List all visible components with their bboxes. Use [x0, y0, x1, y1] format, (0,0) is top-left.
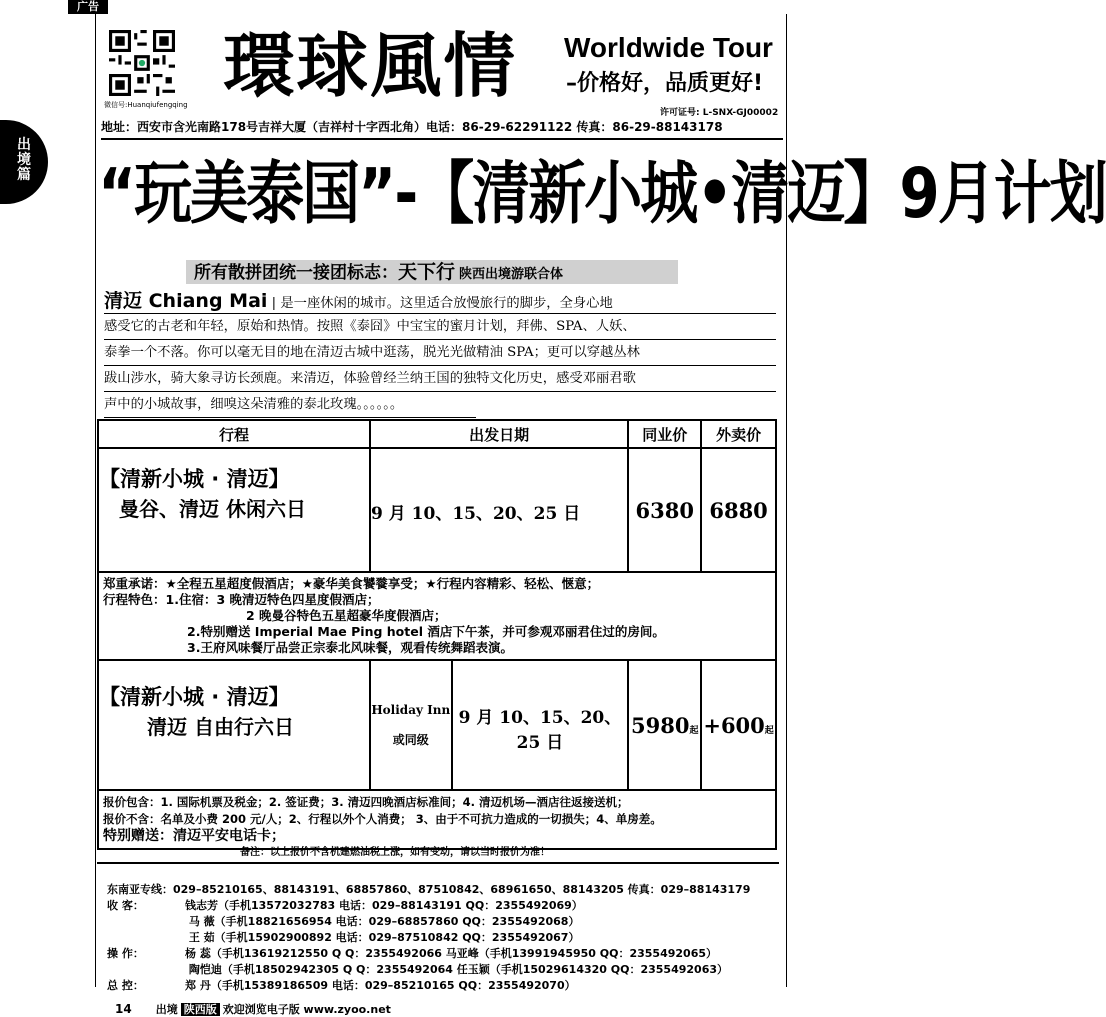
col-header-itinerary: 行程 — [98, 420, 370, 448]
product1-title: 【清新小城 · 清迈】 — [99, 467, 290, 491]
contact-text: 王 茹（手机15902900892 电话：029–87510842 QQ：2355492067） — [185, 931, 580, 944]
product2-title: 【清新小城 · 清迈】 — [99, 685, 290, 709]
pricing-table — [97, 419, 777, 850]
contact-text: 郑 丹（手机15389186509 电话：029–85210165 QQ：2355492070） — [185, 979, 576, 992]
table-row — [98, 790, 776, 849]
product2-dates-line: 9 月 10、15、20、 — [458, 708, 622, 728]
intro-line: 泰拳一个不落。你可以毫无目的地在清迈古城中逛荡，脱光光做精油 SPA；更可以穿越丛林 — [104, 340, 776, 366]
contact-label: 东南亚专线： — [107, 883, 173, 896]
product1-cell — [98, 448, 370, 572]
table-row — [98, 572, 776, 660]
page-footer — [115, 1001, 391, 1017]
feature-line: 行程特色：1.住宿：3 晚清迈特色四星度假酒店； — [103, 592, 380, 607]
page-number: 14 — [115, 1002, 132, 1016]
section-tab-char: 境 — [17, 152, 31, 168]
product1-trade-price: 6380 — [628, 448, 701, 572]
brand-name-cn: 環球風情 — [223, 25, 517, 107]
intro-line: 跋山涉水，骑大象寻访长颈鹿。来清迈，体验曾经兰纳王国的独特文化历史，感受邓丽君歌 — [104, 366, 776, 392]
product1-dates: 9 月 10、15、20、25 日 — [370, 448, 628, 572]
intro-paragraph — [104, 288, 776, 418]
section-tab-char: 出 — [17, 137, 31, 153]
contact-row — [107, 882, 779, 898]
banner-text: 所有散拼团统一接团标志： — [194, 263, 398, 283]
contact-label: 收 客： — [107, 899, 144, 912]
banner-org: 陕西出境游联合体 — [459, 267, 564, 282]
contact-text: 钱志芳（手机13572032783 电话：029–88143191 QQ：2355492069） — [185, 899, 583, 912]
price-note: 备注：以上报价不含机建燃油税上涨，如有变动，请以当时报价为准！ — [240, 847, 550, 858]
col-header-retail-price: 外卖价 — [701, 420, 776, 448]
brand-name-en: Worldwide Tour — [564, 32, 773, 63]
table-row — [98, 448, 776, 572]
product2-hotel-alt: 或同级 — [392, 733, 429, 747]
product1-retail-price: 6880 — [701, 448, 776, 572]
features-cell — [98, 572, 776, 660]
banner-brand: 天下行 — [398, 261, 456, 283]
contact-label: 操 作： — [107, 947, 144, 960]
address-line: 地址：西安市含光南路178号吉祥大厦（吉祥村十字西北角）电话：86-29-62291122 传真：86-29-88143178 — [101, 118, 783, 140]
table-header-row — [98, 420, 776, 448]
contact-text: 陶恺迪（手机18502942305 Q Q：2355492064 任玉颖（手机15029614320 QQ：2355492063） — [185, 963, 729, 976]
product2-retail-price: +600 — [703, 712, 765, 738]
feature-line: 2.特别赠送 Imperial Mae Ping hotel 酒店下午茶，并可参观邓丽君住过的房间。 — [187, 624, 665, 639]
feature-line: 郑重承诺：★全程五星超度假酒店；★豪华美食饕餮享受；★行程内容精彩、轻松、惬意； — [103, 576, 600, 591]
product2-trade-price-cell — [628, 660, 701, 790]
col-header-date: 出发日期 — [370, 420, 628, 448]
product2-dates-line: 25 日 — [516, 733, 564, 753]
product2-dates-cell — [452, 660, 629, 790]
product2-hotel: Holiday Inn — [371, 703, 451, 717]
wechat-id: 微信号:Huanqiufengqing — [104, 101, 188, 109]
headline: “玩美泰国”-【清新小城•清迈】9月计划 — [98, 153, 1106, 234]
slogan: –价格好，品质更好! — [566, 71, 764, 96]
product1-subtitle: 曼谷、清迈 休闲六日 — [119, 497, 306, 521]
inclusion-line: 报价不含：名单及小费 200 元/人；2、行程以外个人消费； 3、由于不可抗力造成的一切损失；4、单房差。 — [103, 812, 662, 826]
intro-line: 感受它的古老和年轻，原始和热情。按照《泰囧》中宝宝的蜜月计划，拜佛、SPA、人妖、 — [104, 314, 776, 340]
contact-label: 总 控： — [107, 979, 144, 992]
inclusions-cell — [98, 790, 776, 849]
divider — [97, 862, 779, 864]
price-suffix: 起 — [764, 725, 774, 736]
section-tab — [0, 120, 48, 204]
contact-row — [107, 962, 779, 978]
license-number: 许可证号: L-SNX-GJ00002 — [660, 108, 779, 118]
intro-line: 声中的小城故事，细嗅这朵清雅的泰北玫瑰。。。。。。 — [104, 392, 476, 418]
contact-row — [107, 978, 779, 994]
contact-text: 杨 蕊（手机13619212550 Q Q：2355492066 马亚峰（手机13991945950 QQ：2355492065） — [185, 947, 718, 960]
contact-text: 029–85210165、88143191、68857860、87510842、68961650、88143205 传真：029–88143179 — [173, 883, 751, 896]
intro-line-text: | 是一座休闲的城市。这里适合放慢旅行的脚步，全身心地 — [271, 296, 613, 311]
footer-link[interactable]: 欢迎浏览电子版 www.zyoo.net — [222, 1003, 391, 1016]
feature-line: 2 晚曼谷特色五星超豪华度假酒店； — [246, 608, 447, 623]
ad-tag: 广告 — [68, 0, 108, 14]
intro-line — [104, 288, 776, 314]
contact-text: 马 薇（手机18821656954 电话：029–68857860 QQ：2355492068） — [185, 915, 580, 928]
contact-row — [107, 914, 779, 930]
product2-subtitle: 清迈 自由行六日 — [147, 715, 294, 739]
contact-row — [107, 898, 779, 914]
feature-line: 3.王府风味餐厅品尝正宗泰北风味餐，观看传统舞蹈表演。 — [187, 640, 513, 655]
contact-row — [107, 930, 779, 946]
price-suffix: 起 — [689, 725, 699, 736]
footer-section: 出境 — [155, 1003, 178, 1016]
product2-hotel-cell — [370, 660, 452, 790]
gift-line: 特别赠送：清迈平安电话卡； — [103, 828, 285, 844]
product2-retail-price-cell — [701, 660, 776, 790]
contact-row — [107, 946, 779, 962]
group-banner — [186, 260, 678, 284]
inclusion-line: 报价包含：1. 国际机票及税金；2. 签证费；3. 清迈四晚酒店标准间；4. 清迈机场—酒店往返接送机； — [103, 795, 629, 809]
product2-cell — [98, 660, 370, 790]
table-row — [98, 660, 776, 790]
edition-badge: 陕西版 — [181, 1003, 220, 1016]
qr-code-icon — [109, 30, 175, 96]
contacts-block — [107, 882, 779, 994]
section-tab-char: 篇 — [17, 167, 31, 183]
intro-city: 清迈 Chiang Mai — [104, 290, 268, 312]
product2-trade-price: 5980 — [631, 712, 690, 738]
col-header-trade-price: 同业价 — [628, 420, 701, 448]
